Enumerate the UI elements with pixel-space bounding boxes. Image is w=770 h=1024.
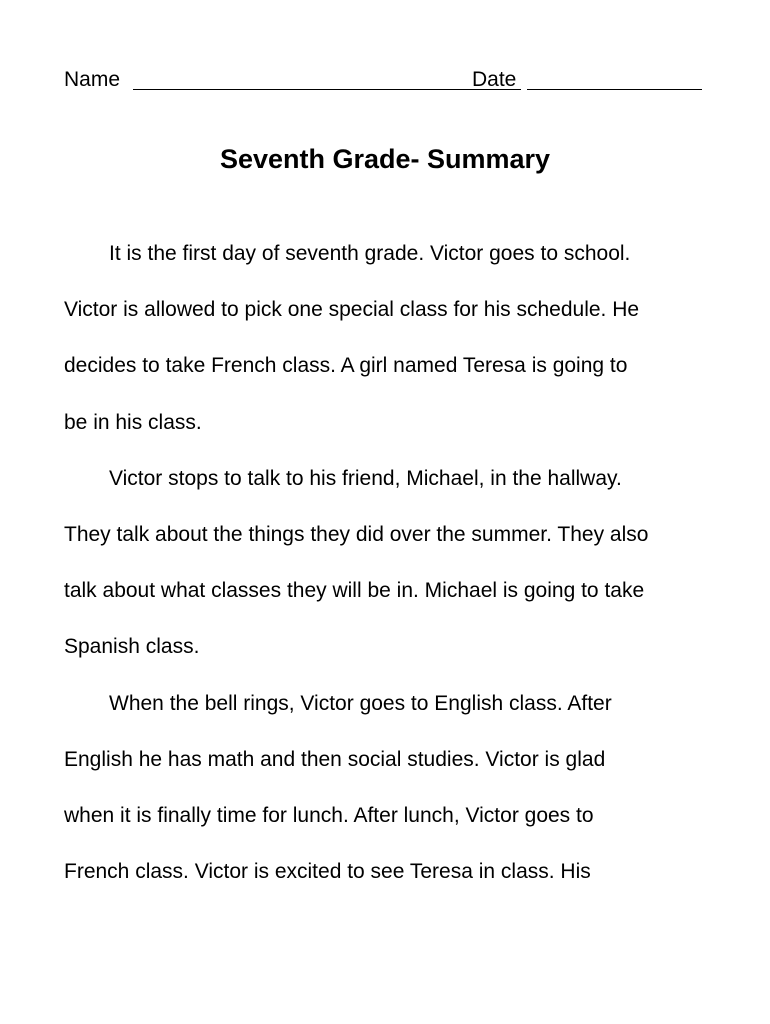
- summary-text: [64, 226, 714, 900]
- text-line: English he has math and then social studies. Victor is glad: [64, 747, 606, 771]
- date-blank-line[interactable]: [527, 89, 702, 90]
- text-line: Spanish class.: [64, 635, 200, 659]
- name-blank-line[interactable]: [133, 89, 521, 90]
- text-line: decides to take French class. A girl named Teresa is going to: [64, 354, 628, 378]
- worksheet-header: [64, 68, 714, 98]
- text-line: talk about what classes they will be in. Michael is going to take: [64, 579, 645, 603]
- text-line: When the bell rings, Victor goes to English class. After: [109, 691, 612, 715]
- text-line: be in his class.: [64, 410, 202, 434]
- text-line: They talk about the things they did over the summer. They also: [64, 522, 649, 546]
- text-line: Victor is allowed to pick one special class for his schedule. He: [64, 298, 640, 322]
- date-label: Date: [472, 68, 517, 91]
- text-line: French class. Victor is excited to see Teresa in class. His: [64, 860, 591, 884]
- worksheet-title: Seventh Grade- Summary: [219, 144, 551, 174]
- text-line: Victor stops to talk to his friend, Michael, in the hallway.: [109, 466, 622, 490]
- name-label: Name: [64, 68, 121, 91]
- text-line: when it is finally time for lunch. After lunch, Victor goes to: [64, 803, 594, 827]
- text-line: It is the first day of seventh grade. Victor goes to school.: [109, 242, 631, 265]
